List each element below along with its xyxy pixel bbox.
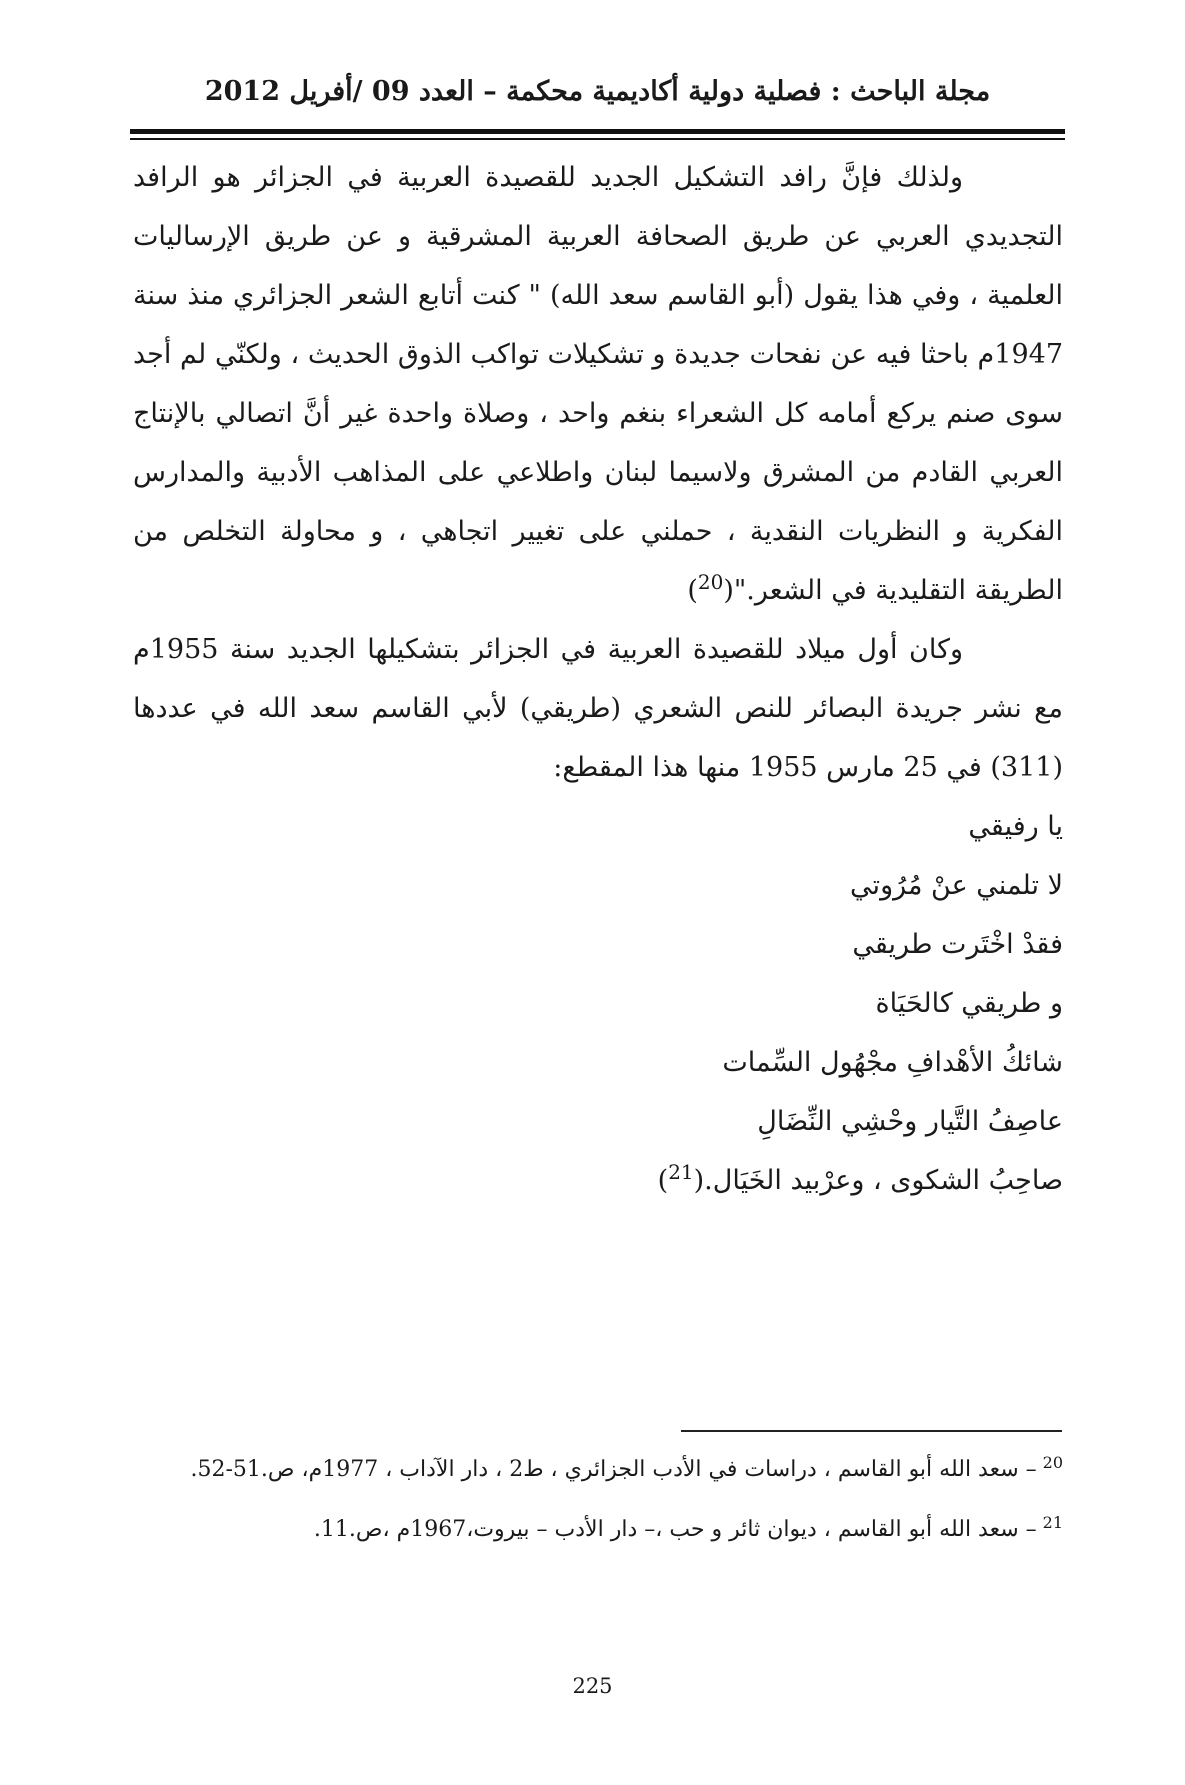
poem-line: و طريقي كالحَيَاة	[875, 988, 1063, 1019]
footnote-number: 20	[1042, 1452, 1063, 1472]
page-number: 225	[572, 1674, 613, 1698]
poem-excerpt	[133, 797, 1063, 1210]
footnote-ref-21[interactable]: 21	[668, 1160, 694, 1184]
footnote-number: 21	[1042, 1512, 1063, 1532]
footnote-ref-20[interactable]: 20	[697, 570, 724, 594]
footnote-separator	[681, 1430, 1062, 1432]
poem-line: لا تلمني عنْ مُرُوتي	[850, 870, 1063, 901]
footnotes	[133, 1447, 1063, 1567]
paragraph-1	[133, 148, 1063, 620]
paragraph-1-close: )	[687, 575, 698, 606]
body-text	[133, 148, 1063, 1210]
poem-line: عاصِفُ التَّيار وحْشِي النِّضَالِ	[757, 1106, 1063, 1137]
poem-line: يا رفيقي	[968, 811, 1063, 842]
paragraph-1-text: ولذلك فإنَّ رافد التشكيل الجديد للقصيدة العربية في الجزائر هو الرافد التجديدي العربي عن طريق الصحافة العربية المشرقية و عن طريق الإرساليات العلمية ، وفي هذا يقول (أبو القاسم سعد الله) " كنت أتابع الشعر الجزائري منذ سنة 1947م باحثا فيه عن نفحات جديدة و تشكيلات تواكب الذوق الحديث ، ولكنّي لم أجد سوى صنم يركع أمامه كل الشعراء بنغم واحد ، وصلاة واحدة غير أنَّ اتصالي بالإنتاج العربي القادم من المشرق ولاسيما لبنان واطلاعي على المذاهب الأدبية والمدارس الفكرية و النظريات النقدية ، حملني على تغيير اتجاهي ، و محاولة التخلص من الطريقة التقليدية في الشعر."(	[133, 162, 1063, 606]
journal-header-title: مجلة الباحث : فصلية دولية أكاديمية محكمة – العدد 09 /أفريل 2012	[204, 76, 991, 107]
poem-line: فقدْ اخْتَرت طريقي	[852, 929, 1063, 960]
poem-last-line	[133, 1151, 1063, 1210]
poem-line: شائكُ الأهْدافِ مجْهُول السِّمات	[722, 1047, 1063, 1078]
footnote-text: – سعد الله أبو القاسم ، ديوان ثائر و حب ،– دار الأدب – بيروت،1967م ،ص.11.	[313, 1517, 1037, 1542]
footnote-21	[133, 1507, 1063, 1553]
footnote-text: – سعد الله أبو القاسم ، دراسات في الأدب الجزائري ، ط2 ، دار الآداب ، 1977م، ص.51-52.	[190, 1457, 1037, 1482]
header-rule-thin	[130, 138, 1065, 140]
paragraph-2: وكان أول ميلاد للقصيدة العربية في الجزائر بتشكيلها الجديد سنة 1955م مع نشر جريدة البصائر للنص الشعري (طريقي) لأبي القاسم سعد الله في عددها (311) في 25 مارس 1955 منها هذا المقطع:	[133, 634, 1063, 783]
poem-last-line-text: صاحِبُ الشكوى ، وعرْبيد الخَيَال.(	[693, 1165, 1063, 1196]
footnote-20	[133, 1447, 1063, 1493]
header-rule-thick	[130, 129, 1065, 134]
poem-last-line-close: )	[657, 1165, 669, 1196]
